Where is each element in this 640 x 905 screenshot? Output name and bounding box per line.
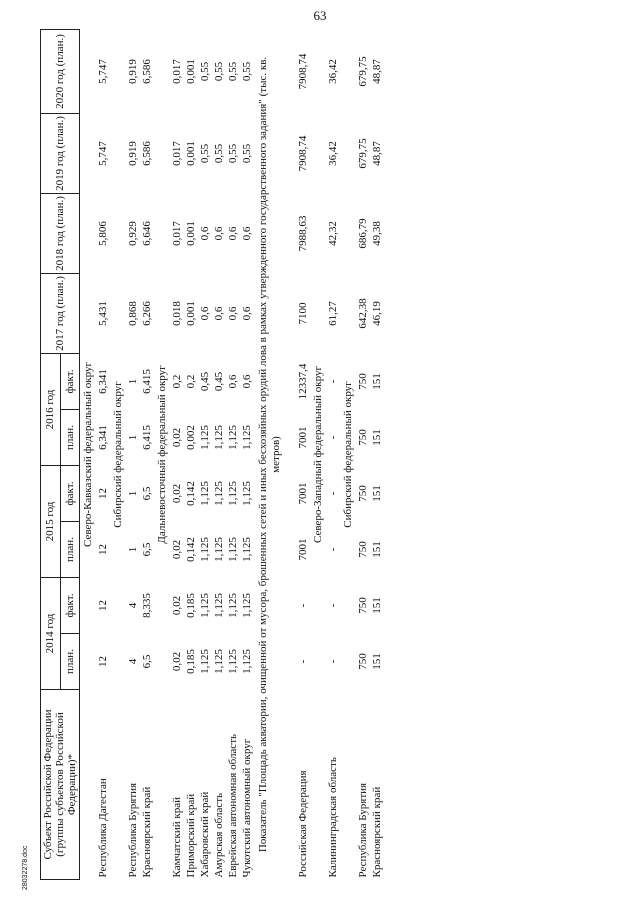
region-name: Республика Бурятия [356,782,369,878]
region-name: Еврейская автономная область [227,733,240,878]
value-cell: 5,747 [97,59,110,84]
header-fact: факт. [60,466,80,522]
table-row [212,30,226,880]
value-cell: 1,125 [227,537,240,562]
value-cell: 6,415 [141,369,154,394]
value-cell: 49,38 [370,221,383,246]
section-header-row [110,30,126,880]
footer-filename: 28032278.doc [22,845,29,890]
value-cell: 0,018 [171,301,184,326]
value-cell: 6,586 [141,59,154,84]
value-cell: 4 [127,602,140,609]
section-title: Северо-Кавказский федеральный округ [82,362,95,547]
value-cell: 7988,63 [296,215,309,252]
value-cell: 0,2 [185,374,198,389]
value-cell: 0,55 [199,61,212,82]
value-cell: 0,55 [241,143,254,164]
value-cell: 12 [97,488,110,499]
value-cell: 0,017 [171,221,184,246]
value-cell: 0,55 [213,61,226,82]
indicator-row [254,30,285,880]
value-cell: 0,185 [185,649,198,674]
region-name: Российская Федерация [296,770,309,878]
value-cell: 151 [370,429,383,446]
value-cell: 48,87 [370,59,383,84]
value-cell: 0,45 [213,371,226,392]
value-cell: 1,125 [227,649,240,674]
value-cell: 686,79 [356,218,369,249]
region-name: Республика Бурятия [127,782,140,878]
value-cell: 1,125 [241,649,254,674]
value-cell: 0,6 [227,374,240,389]
value-cell: - [326,379,339,384]
value-cell: - [326,491,339,496]
table-row [140,30,154,880]
value-cell: 0,6 [241,306,254,321]
value-cell: 1 [127,546,140,553]
section-title: Дальневосточный федеральный округ [156,365,169,544]
region-name: Хабаровский край [199,791,212,878]
value-cell: 7100 [296,302,309,325]
value-cell: 0,017 [171,59,184,84]
table-row [96,30,110,880]
value-cell: 151 [370,373,383,390]
value-cell: 0,6 [241,374,254,389]
header-fact: факт. [60,354,80,410]
table-row [240,30,254,880]
rotated-table-container [40,30,630,880]
value-cell: 0,55 [199,143,212,164]
indicator-text: Показатель "Площадь акватории, очищенной от мусора, брошенных сетей и иных бесхозяйных орудий лова в рамках утвержденного государственного задания" (тыс. кв. метров) [257,56,282,853]
value-cell: 1,125 [199,481,212,506]
value-cell: 4 [127,658,140,665]
value-cell: 750 [356,541,369,558]
value-cell: 5,806 [97,221,110,246]
section-header-row [310,30,326,880]
value-cell: 8,335 [141,593,154,618]
value-cell: 0,02 [171,595,184,616]
value-cell: 0,45 [199,371,212,392]
value-cell: 0,6 [227,306,240,321]
value-cell: 1,125 [213,593,226,618]
value-cell: 6,646 [141,221,154,246]
value-cell: 0,185 [185,593,198,618]
value-cell: 0,55 [227,143,240,164]
value-cell: 7001 [296,482,309,505]
value-cell: 0,55 [227,61,240,82]
header-plan: план. [60,522,80,578]
section-title: Сибирский федеральный округ [341,381,354,528]
value-cell: 6,266 [141,301,154,326]
value-cell: 6,5 [141,542,154,557]
header-subject: Субъект Российской Федерации (группы субъектов Российской Федерации)* [41,690,80,880]
value-cell: 750 [356,373,369,390]
section-header-row [154,30,170,880]
value-cell: 0,02 [171,427,184,448]
value-cell: 1,125 [199,593,212,618]
value-cell: 12337,4 [296,363,309,400]
value-cell: 1,125 [213,649,226,674]
value-cell: 1 [127,490,140,497]
value-cell: 1 [127,434,140,441]
value-cell: 151 [370,597,383,614]
value-cell: 679,75 [356,56,369,87]
value-cell: 1,125 [241,537,254,562]
table-row [356,30,370,880]
value-cell: 0,02 [171,539,184,560]
value-cell: 0,6 [199,306,212,321]
value-cell: 6,5 [141,654,154,669]
value-cell: 6,341 [97,425,110,450]
region-name: Амурская область [213,792,226,878]
value-cell: 0,6 [199,226,212,241]
value-cell: 46,19 [370,301,383,326]
table-row [370,30,384,880]
value-cell: 0,02 [171,483,184,504]
table-row [126,30,140,880]
value-cell: 0,017 [171,141,184,166]
header-2016: 2016 год [41,354,61,466]
value-cell: 1,125 [199,425,212,450]
value-cell: 750 [356,429,369,446]
value-cell: 750 [356,597,369,614]
value-cell: 7908,74 [296,135,309,172]
value-cell: 1 [127,378,140,385]
value-cell: 1,125 [199,649,212,674]
table-row [198,30,212,880]
value-cell: 6,586 [141,141,154,166]
value-cell: 12 [97,656,110,667]
value-cell: 1,125 [227,481,240,506]
value-cell: 1,125 [227,593,240,618]
table-row [296,30,310,880]
value-cell: 1,125 [213,537,226,562]
value-cell: 12 [97,600,110,611]
value-cell: 36,42 [326,59,339,84]
value-cell: - [296,603,309,608]
value-cell: 7001 [296,538,309,561]
value-cell: 0,919 [127,141,140,166]
value-cell: 1,125 [213,425,226,450]
value-cell: 0,02 [171,651,184,672]
value-cell: 12 [97,544,110,555]
value-cell: 42,32 [326,221,339,246]
section-header-row [340,30,356,880]
table-body [80,30,384,880]
value-cell: 7001 [296,426,309,449]
value-cell: 61,27 [326,301,339,326]
header-fact: факт. [60,578,80,634]
table-row [184,30,198,880]
value-cell: 1,125 [227,425,240,450]
value-cell: 0,6 [227,226,240,241]
value-cell: 750 [356,653,369,670]
value-cell: 7908,74 [296,53,309,90]
header-2020: 2020 год (план.) [41,30,80,114]
value-cell: 6,341 [97,369,110,394]
value-cell: 5,747 [97,141,110,166]
region-name: Красноярский край [141,786,154,878]
value-cell: 0,001 [185,141,198,166]
value-cell: 1,125 [241,481,254,506]
value-cell: 0,6 [213,226,226,241]
value-cell: 0,55 [213,143,226,164]
value-cell: 0,001 [185,221,198,246]
region-name: Чукотский автономный округ [241,738,254,878]
section-title: Сибирский федеральный округ [112,381,125,528]
value-cell: 679,75 [356,138,369,169]
spacer-row [286,30,296,880]
value-cell: 1,125 [241,593,254,618]
region-name: Красноярский край [370,786,383,878]
value-cell: 5,431 [97,301,110,326]
section-header-row [80,30,97,880]
header-2018: 2018 год (план.) [41,194,80,274]
value-cell: - [326,603,339,608]
value-cell: 0,6 [241,226,254,241]
value-cell: - [326,659,339,664]
region-name: Камчатский край [171,797,184,878]
value-cell: 151 [370,485,383,502]
header-2014: 2014 год [41,578,61,690]
value-cell: 6,415 [141,425,154,450]
table-row [226,30,240,880]
value-cell: - [296,659,309,664]
value-cell: 36,42 [326,141,339,166]
section-title: Северо-Западный федеральный округ [311,366,324,544]
value-cell: 0,6 [213,306,226,321]
value-cell: 0,919 [127,59,140,84]
page-number: 63 [313,8,327,23]
value-cell: 0,929 [127,221,140,246]
region-name: Республика Дагестан [97,778,110,878]
region-name: Калининградская область [326,757,339,878]
header-plan: план. [60,410,80,466]
value-cell: 750 [356,485,369,502]
table-row [326,30,340,880]
value-cell: 151 [370,653,383,670]
value-cell: 0,001 [185,301,198,326]
value-cell: 0,142 [185,537,198,562]
region-name: Приморский край [185,793,198,878]
value-cell: 0,142 [185,481,198,506]
value-cell: 1,125 [241,425,254,450]
value-cell: 151 [370,541,383,558]
value-cell: 0,001 [185,59,198,84]
value-cell: 0,002 [185,425,198,450]
value-cell: 0,55 [241,61,254,82]
value-cell: 0,2 [171,374,184,389]
value-cell: 1,125 [199,537,212,562]
value-cell: 48,87 [370,141,383,166]
value-cell: 642,38 [356,298,369,329]
table-row [170,30,184,880]
value-cell: - [326,435,339,440]
header-2019: 2019 год (план.) [41,114,80,194]
header-2017: 2017 год (план.) [41,274,80,354]
value-cell: 6,5 [141,486,154,501]
value-cell: 0,868 [127,301,140,326]
value-cell: - [326,547,339,552]
header-plan: план. [60,634,80,690]
header-2015: 2015 год [41,466,61,578]
data-table [40,29,384,880]
value-cell: 1,125 [213,481,226,506]
